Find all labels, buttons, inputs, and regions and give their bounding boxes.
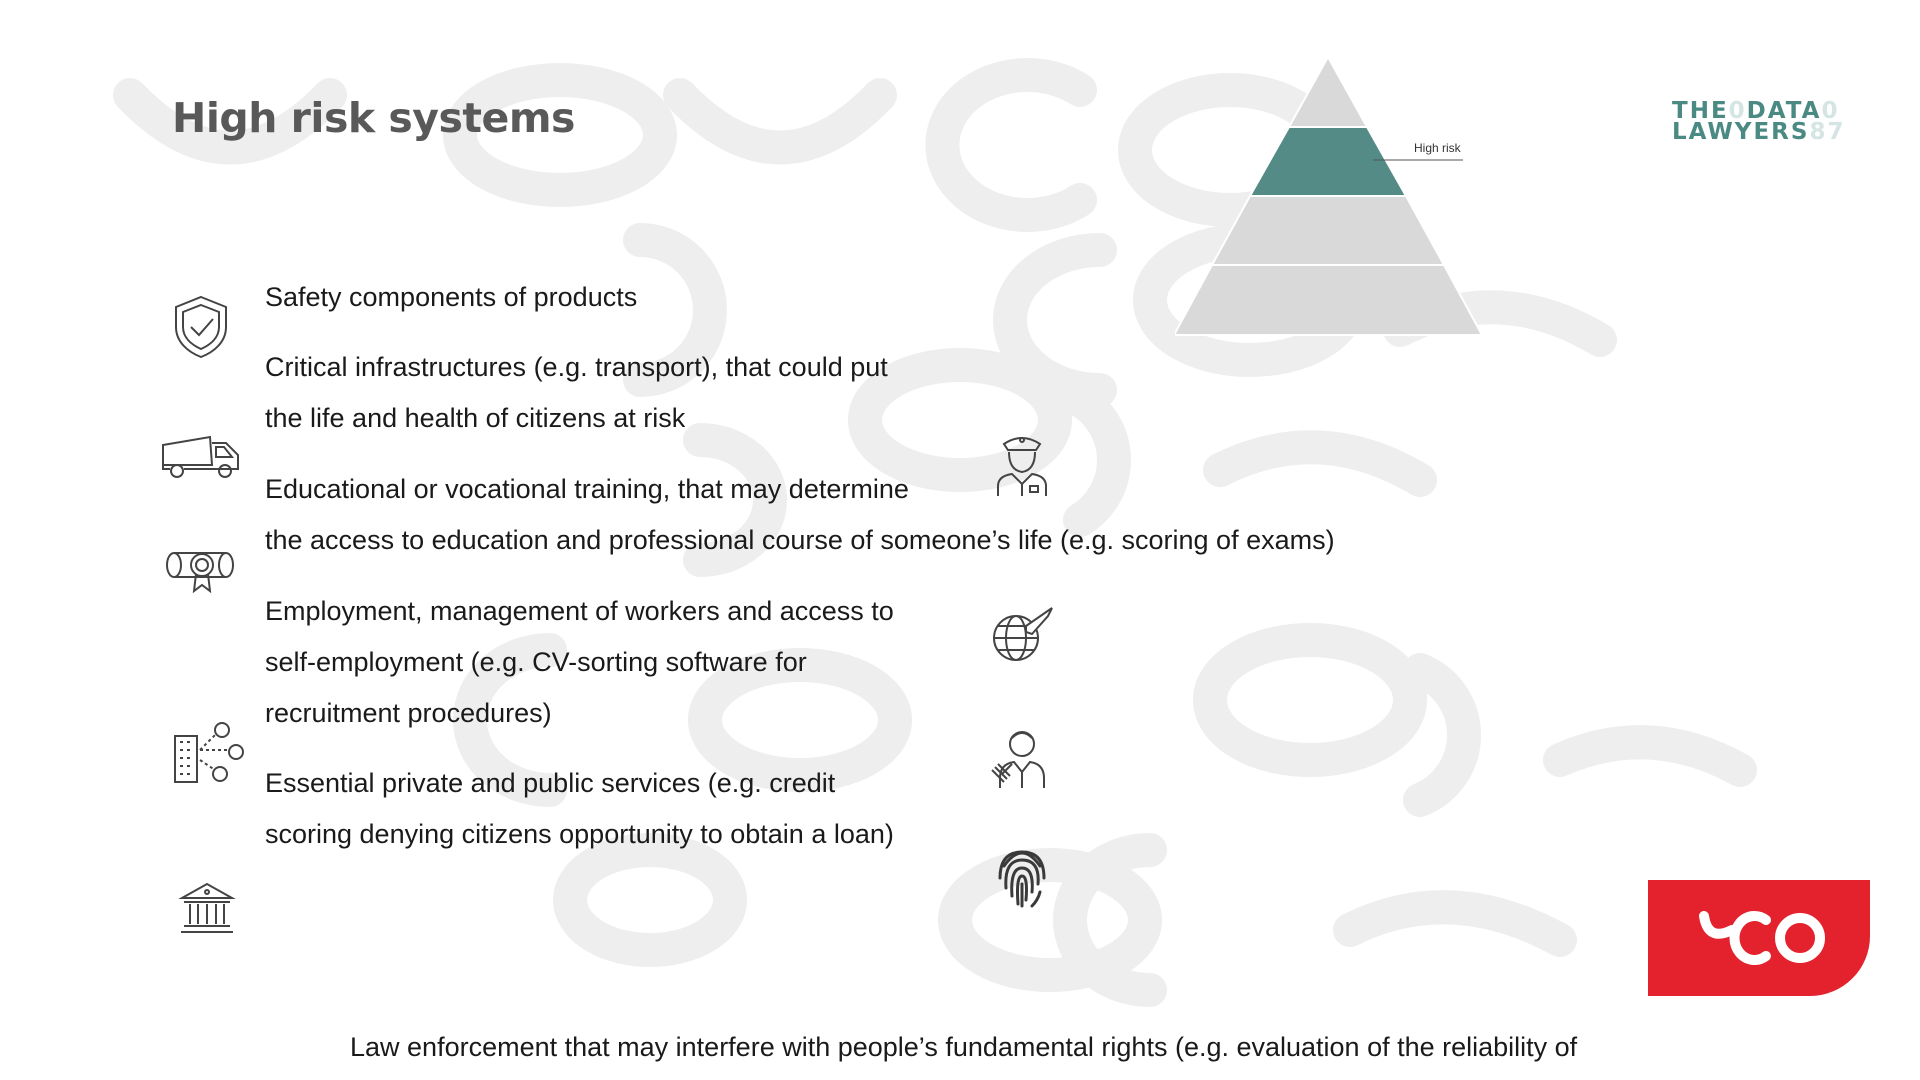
uco-logo-badge <box>1648 880 1870 996</box>
logo-word-data: DATA <box>1746 98 1822 124</box>
judge-icon <box>990 726 1052 790</box>
item-critical-infrastructure-line1: Critical infrastructures (e.g. transport), that could put <box>265 352 888 382</box>
pyramid-tier-high-risk <box>1250 127 1406 196</box>
truck-icon <box>160 425 242 481</box>
bank-icon <box>178 880 236 936</box>
police-officer-icon <box>994 432 1050 498</box>
item-essential-services-line1: Essential private and public services (e.g. credit <box>265 768 836 798</box>
item-critical-infrastructure-line2: the life and health of citizens at risk <box>265 403 686 433</box>
pyramid-tier-limited <box>1212 196 1444 265</box>
uco-logo-mark <box>1648 880 1870 996</box>
pyramid-tier-unacceptable <box>1289 57 1367 127</box>
pyramid-label-high-risk: High risk <box>1414 141 1461 155</box>
logo-word-lawyers: LAWYERS <box>1672 119 1810 145</box>
item-law-enforcement: Law enforcement that may interfere with people’s fundamental rights (e.g. evaluation of the reliability of <box>350 1032 1578 1062</box>
the-data-lawyers-logo: THE0DATA0 LAWYERS87 <box>1672 98 1846 145</box>
item-education-line1: Educational or vocational training, that may determine <box>265 474 909 504</box>
pyramid-tier-minimal <box>1175 265 1482 335</box>
item-employment-line3: recruitment procedures) <box>265 698 552 728</box>
item-safety-components: Safety components of products <box>265 282 638 312</box>
logo-word-the: THE <box>1672 98 1729 124</box>
globe-plane-icon <box>990 604 1056 664</box>
item-employment-line1: Employment, management of workers and access to <box>265 596 894 626</box>
slide-title: High risk systems <box>172 94 575 142</box>
building-network-icon <box>172 720 246 786</box>
risk-pyramid <box>1175 55 1495 340</box>
item-essential-services-line2: scoring denying citizens opportunity to obtain a loan) <box>265 819 894 849</box>
shield-check-icon <box>170 294 232 360</box>
item-education-line2: the access to education and professional course of someone’s life (e.g. scoring of exams) <box>265 525 1335 555</box>
item-employment-line2: self-employment (e.g. CV-sorting software for <box>265 647 807 677</box>
fingerprint-icon <box>996 844 1048 910</box>
diploma-icon <box>164 543 242 595</box>
